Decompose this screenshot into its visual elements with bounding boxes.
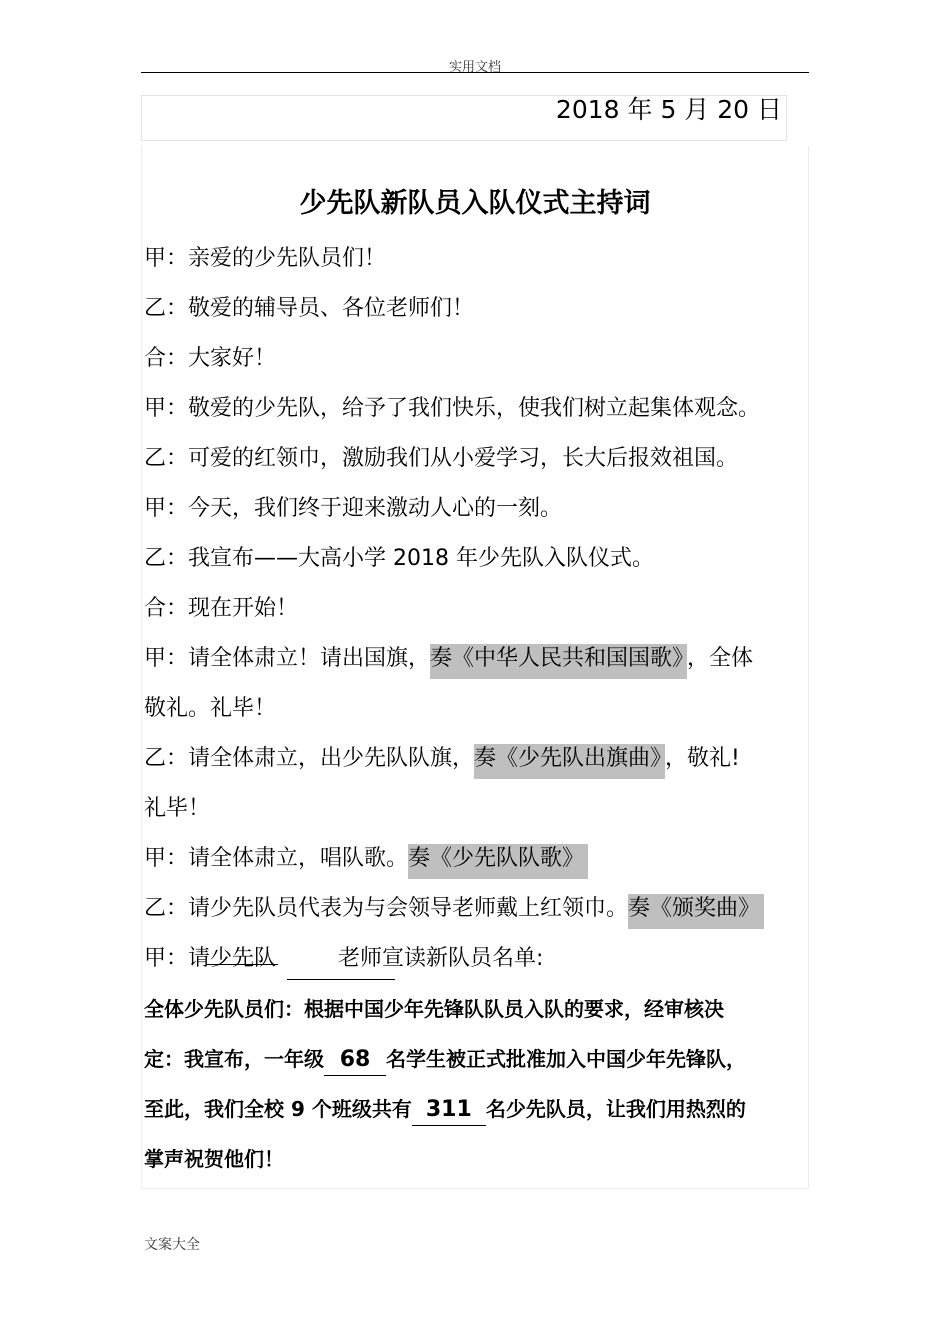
page-footer: 文案大全: [144, 1237, 200, 1253]
anthem-post: ，全体: [687, 646, 754, 671]
script-line: 乙：敬爱的辅导员、各位老师们！: [144, 296, 475, 321]
roll-blank-underline: [206, 964, 278, 965]
announcement-line-1: 全体少先队员们：根据中国少年先锋队队员入队的要求，经审核决: [144, 997, 724, 1021]
script-line: 甲：亲爱的少先队员们！: [144, 246, 387, 271]
total-member-count: 311: [412, 1095, 486, 1126]
song-pre: 甲：请全体肃立，唱队歌。: [144, 846, 409, 871]
script-line: 乙：我宣布——大高小学 2018 年少先队入队仪式。: [144, 546, 654, 571]
header-divider: [141, 72, 809, 73]
date-box: [141, 95, 787, 141]
script-line: 乙：可爱的红领巾，激励我们从小爱学习，长大后报效祖国。: [144, 446, 739, 471]
document-date: 2018 年 5 月 20 日: [555, 95, 782, 124]
announcement-l3-post: 名少先队员，让我们用热烈的: [485, 1097, 746, 1121]
roll-line: [144, 944, 543, 974]
anthem-line: [144, 644, 753, 674]
roll-pre: 甲：请少先队: [144, 946, 277, 971]
anthem-line-cont: 敬礼。礼毕！: [144, 696, 277, 721]
announcement-l2-post: 名学生被正式批准加入中国少年先锋队，: [386, 1047, 746, 1071]
announcement-l3-pre: 至此，我们全校 9 个班级共有: [144, 1097, 412, 1121]
scarf-pre: 乙：请少先队员代表为与会领导老师戴上红领巾。: [144, 896, 629, 921]
roll-blank-rule: [287, 979, 395, 980]
script-line: 合：大家好！: [144, 346, 277, 371]
script-line: 合：现在开始！: [144, 596, 299, 621]
flag-line-cont: 礼毕！: [144, 796, 211, 821]
flag-pre: 乙：请全体肃立，出少先队队旗，: [144, 746, 475, 771]
announcement-line-2: [144, 1044, 746, 1076]
scarf-highlight: 奏《颁奖曲》: [628, 894, 764, 929]
document-title: 少先队新队员入队仪式主持词: [299, 188, 651, 219]
announcement-line-4: 掌声祝贺他们！: [144, 1147, 284, 1171]
scarf-line: [144, 894, 764, 924]
script-line: 甲：敬爱的少先队，给予了我们快乐，使我们树立起集体观念。: [144, 396, 761, 421]
flag-line: [144, 744, 740, 774]
roll-post: 老师宣读新队员名单:: [338, 946, 544, 971]
song-line: [144, 844, 588, 874]
new-member-count: 68: [324, 1045, 386, 1076]
page-header: 实用文档: [448, 60, 501, 75]
song-highlight: 奏《少先队队歌》: [408, 844, 588, 879]
flag-post: ，敬礼!: [665, 746, 740, 771]
anthem-highlight: 奏《中华人民共和国国歌》: [430, 644, 687, 679]
anthem-pre: 甲：请全体肃立！请出国旗，: [144, 646, 431, 671]
announcement-line-3: [144, 1094, 746, 1126]
announcement-l2-pre: 定：我宣布，一年级: [144, 1047, 324, 1071]
flag-highlight: 奏《少先队出旗曲》: [474, 744, 665, 779]
script-line: 甲：今天，我们终于迎来激动人心的一刻。: [144, 496, 563, 521]
